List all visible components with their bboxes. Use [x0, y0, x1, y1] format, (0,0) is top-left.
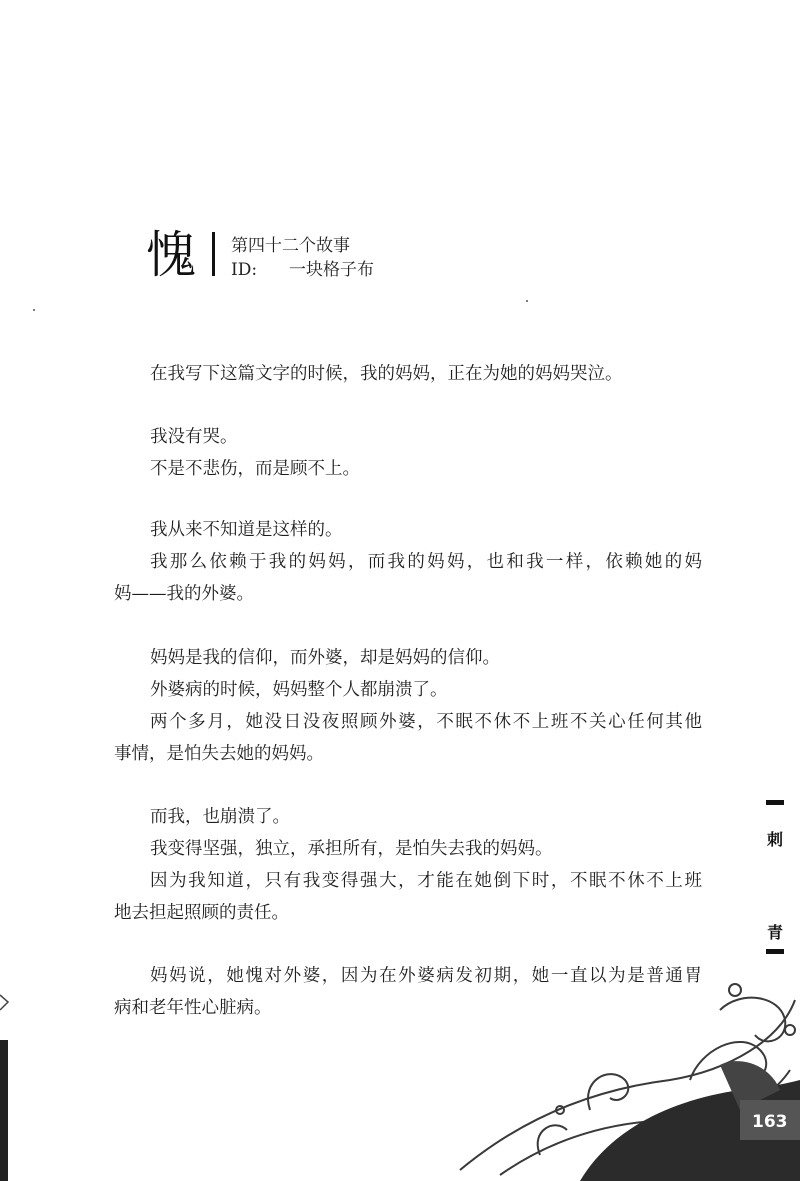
text-line: 而我，也崩溃了。	[150, 807, 290, 827]
author-name: 一块格子布	[289, 260, 374, 280]
paragraph	[114, 801, 702, 833]
page-number: 163	[752, 1112, 788, 1132]
paragraph	[114, 514, 702, 546]
text-line: 妈妈是我的信仰，而外婆，却是妈妈的信仰。	[150, 648, 500, 668]
text-line: 妈——我的外婆。	[114, 584, 254, 604]
paragraph	[114, 358, 702, 390]
paragraph	[114, 546, 702, 610]
scan-speck	[526, 300, 528, 302]
text-line: 地去担起照顾的责任。	[114, 903, 289, 923]
swirl-ornament-icon	[440, 970, 800, 1181]
edge-mark-icon	[0, 990, 10, 1020]
text-line: 妈妈说，她愧对外婆，因为在外婆病发初期，她一直以为是普通胃	[150, 966, 702, 986]
text-line: 外婆病的时候，妈妈整个人都崩溃了。	[150, 680, 448, 700]
side-label-char: 刺	[766, 830, 783, 849]
page-edge-shadow	[0, 1040, 8, 1181]
side-label-char: 青	[766, 923, 783, 942]
heading-divider	[212, 232, 215, 276]
text-line: 我那么依赖于我的妈妈，而我的妈妈，也和我一样，依赖她的妈	[150, 552, 702, 572]
text-line: 我没有哭。	[150, 427, 238, 447]
id-label: ID:	[231, 260, 258, 280]
paragraph	[114, 706, 702, 770]
scan-speck	[33, 309, 35, 311]
text-line: 事情，是怕失去她的妈妈。	[114, 744, 324, 764]
text-line: 在我写下这篇文字的时候，我的妈妈，正在为她的妈妈哭泣。	[150, 364, 623, 384]
paragraph	[114, 833, 702, 865]
paragraph	[114, 674, 702, 706]
text-line: 两个多月，她没日没夜照顾外婆，不眠不休不上班不关心任何其他	[150, 712, 702, 732]
text-line: 因为我知道，只有我变得强大，才能在她倒下时，不眠不休不上班	[150, 871, 702, 891]
author-row	[231, 258, 374, 282]
text-line: 我变得坚强，独立，承担所有，是怕失去我的妈妈。	[150, 839, 553, 859]
paragraph	[114, 865, 702, 929]
side-bar-bottom	[766, 949, 784, 954]
section-side-label	[760, 800, 790, 954]
text-line: 我从来不知道是这样的。	[150, 520, 343, 540]
text-line: 病和老年性心脏病。	[114, 998, 272, 1018]
paragraph	[114, 421, 702, 453]
story-label: 第四十二个故事	[231, 236, 350, 256]
paragraph	[114, 642, 702, 674]
side-bar-top	[766, 800, 784, 805]
heading-meta	[231, 234, 374, 282]
paragraph	[114, 453, 702, 485]
text-line: 不是不悲伤，而是顾不上。	[150, 459, 360, 479]
chapter-title-char: 愧	[146, 226, 196, 284]
